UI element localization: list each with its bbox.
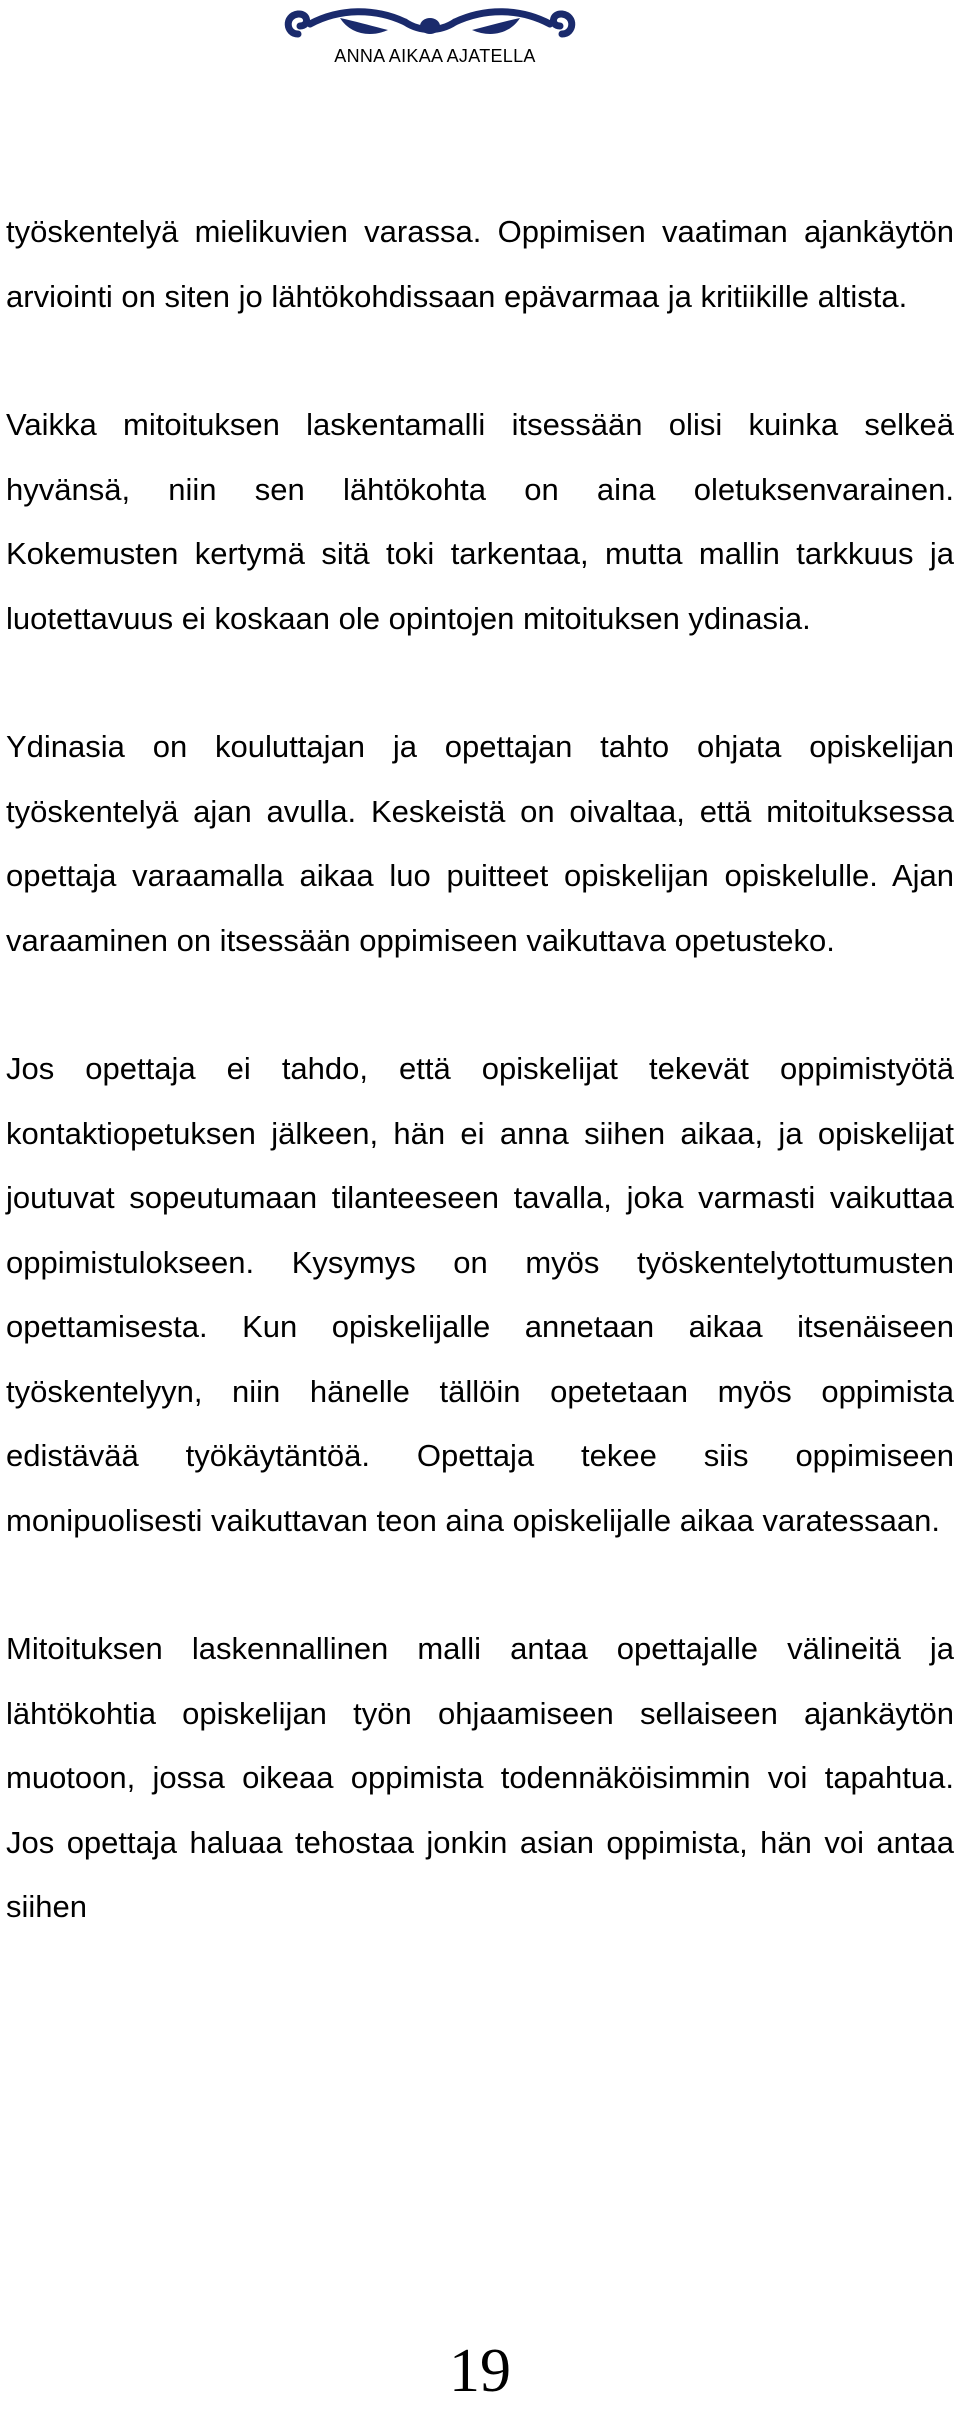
header-title: ANNA AIKAA AJATELLA (334, 46, 536, 66)
paragraph-1: työskentelyä mielikuvien varassa. Oppimisen vaatiman ajankäytön arviointi on siten jo lähtökohdissaan epävarmaa ja kritiikille altista. (6, 214, 954, 314)
ornamental-scroll-icon (280, 4, 580, 46)
paragraph-4: Jos opettaja ei tahdo, että opiskelijat tekevät oppimistyötä kontaktiopetuksen jälkeen, hän ei anna siihen aikaa, ja opiskelijat joutuvat sopeutumaan tilanteeseen tavalla, joka varmasti vaikuttaa oppimistulokseen. Kysymys on myös työskentelytottumusten opettamisesta. Kun opiskelijalle annetaan aikaa itsenäiseen työskentelyyn, niin hänelle tällöin opetetaan myös oppimista edistävää työkäytäntöä. Opettaja tekee siis oppimiseen monipuolisesti vaikuttavan teon aina opiskelijalle aikaa varatessaan. (6, 1051, 954, 1538)
page-header (270, 0, 600, 75)
paragraph-2: Vaikka mitoituksen laskentamalli itsessään olisi kuinka selkeä hyvänsä, niin sen lähtökohta on aina oletuksenvarainen. Kokemusten kertymä sitä toki tarkentaa, mutta mallin tarkkuus ja luotettavuus ei koskaan ole opintojen mitoituksen ydinasia. (6, 407, 954, 636)
paragraph-5: Mitoituksen laskennallinen malli antaa opettajalle välineitä ja lähtökohtia opiskelijan työn ohjaamiseen sellaiseen ajankäytön muotoon, jossa oikeaa oppimista todennäköisimmin voi tapahtua. Jos opettaja haluaa tehostaa jonkin asian oppimista, hän voi antaa siihen (6, 1631, 954, 1924)
document-body (6, 200, 954, 1940)
page-number: 19 (449, 2337, 511, 2405)
paragraph-3: Ydinasia on kouluttajan ja opettajan tahto ohjata opiskelijan työskentelyä ajan avulla. Keskeistä on oivaltaa, että mitoituksessa opettaja varaamalla aikaa luo puitteet opiskelijan opiskelulle. Ajan varaaminen on itsessään oppimiseen vaikuttava opetusteko. (6, 729, 954, 958)
